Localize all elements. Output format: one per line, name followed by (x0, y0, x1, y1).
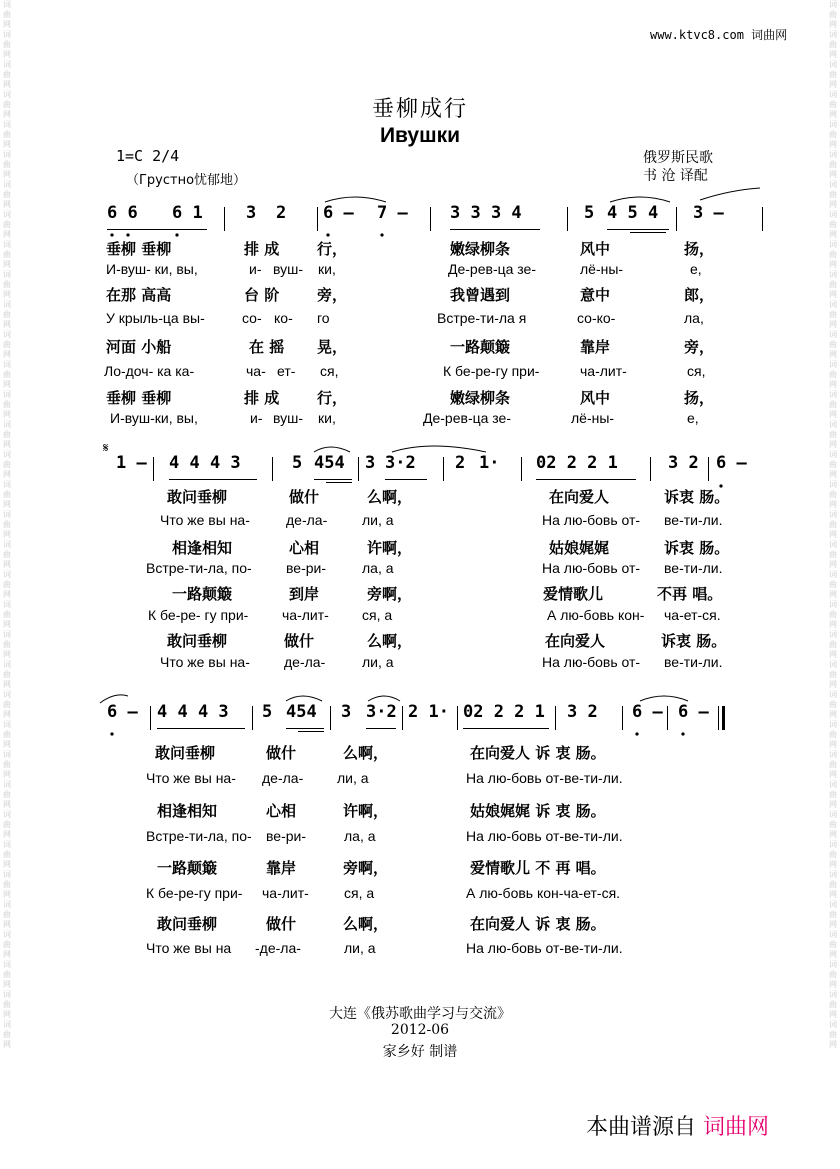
slur-arc (368, 696, 400, 701)
lyric-segment: 心相 (266, 802, 297, 820)
footer-maker: 家乡好 制谱 (382, 1044, 458, 1060)
lyric-line-zh (0, 583, 840, 601)
lyric-segment: лё-ны- (571, 410, 615, 426)
repeat-mark: 𝄋 (103, 441, 109, 456)
lyric-segment: -де-ла- (255, 940, 301, 956)
lyric-segment: 做什 (266, 744, 297, 762)
note-underline (385, 479, 427, 480)
lyric-segment: де-ла- (284, 654, 326, 670)
lyric-segment: К бе-ре-гу при- (443, 363, 540, 379)
lyric-segment: ся, а (362, 607, 393, 623)
lyric-line-ru (0, 512, 840, 530)
score-system-3 (0, 702, 840, 732)
lyric-segment: ет- (277, 363, 296, 379)
lyric-segment: 在那 高高 (106, 286, 172, 304)
lyric-segment: 做什 (289, 488, 320, 506)
lyric-line-zh (0, 238, 840, 256)
tie-arc (640, 696, 688, 701)
note-group: 2 (455, 453, 466, 473)
lyric-segment: го (317, 310, 330, 326)
bar-line (521, 457, 522, 481)
lyric-line-zh (0, 913, 840, 931)
lyric-segment: е, (690, 261, 702, 277)
lyric-segment: 靠岸 (580, 338, 611, 356)
lyric-segment: 行， (317, 240, 348, 258)
slur-arc (314, 447, 350, 452)
note-group: 3 2 (567, 702, 598, 722)
lyric-segment: 在 摇 (249, 338, 285, 356)
octave-dot (110, 732, 113, 735)
note-underline (314, 479, 352, 480)
lyric-segment: 一路颠簸 (172, 585, 233, 603)
lyric-segment: 旁， (317, 286, 348, 304)
lyric-segment: 台 阶 (244, 286, 280, 304)
octave-dot (326, 233, 329, 236)
lyric-segment: ся, а (344, 885, 375, 901)
lyric-segment: вуш- (273, 410, 304, 426)
lyric-segment: 嫩绿柳条 (450, 240, 511, 258)
lyric-segment: Ло-доч- ка ка- (104, 363, 195, 379)
lyric-segment: 风中 (580, 389, 611, 407)
lyric-segment: ли, а (362, 512, 394, 528)
lyric-line-ru (0, 770, 840, 788)
lyric-segment: 意中 (580, 286, 611, 304)
lyric-segment: 心相 (289, 539, 320, 557)
tempo-mood: （Грустно忧郁地） (126, 173, 247, 188)
note-underline (607, 229, 669, 230)
lyric-segment: 嫩绿柳条 (450, 389, 511, 407)
lyric-segment: 做什 (266, 915, 297, 933)
lyric-segment: Встре-ти-ла я (437, 310, 527, 326)
lyric-line-ru (0, 607, 840, 625)
lyric-segment: 么啊， (343, 744, 389, 762)
note-group: 4 4 4 3 (157, 702, 229, 722)
octave-dot (681, 732, 684, 735)
lyric-segment: ве-ти-ли. (664, 560, 723, 576)
lyric-segment: ли, а (344, 940, 376, 956)
lyric-segment: К бе-ре- гу при- (148, 607, 249, 623)
note-group: 5 (292, 453, 303, 473)
song-subtitle: Ивушки (379, 124, 461, 147)
note-group: 454 (286, 702, 317, 722)
note-group: 4 5 4 (607, 203, 659, 223)
lyric-segment: 许啊， (367, 539, 413, 557)
lyric-segment: На лю-бовь от- (542, 512, 641, 528)
lyric-segment: ве-ри- (266, 828, 306, 844)
lyric-segment: ки, (318, 261, 336, 277)
lyric-segment: и- (250, 410, 263, 426)
lyric-line-zh (0, 800, 840, 818)
lyric-segment: 在向爱人 诉 衷 肠。 (470, 915, 606, 933)
lyric-line-ru (0, 363, 840, 381)
note-group: 6 — (678, 702, 709, 722)
footer-date: 2012-06 (390, 1022, 450, 1038)
lyric-segment: Что же вы на- (160, 654, 250, 670)
lyric-segment: ла, а (344, 828, 376, 844)
lyric-segment: 敢问垂柳 (167, 632, 228, 650)
lyric-segment: 垂柳 垂柳 (106, 240, 172, 258)
song-title: 垂柳成行 (371, 97, 468, 122)
note-group: 3·2 (385, 453, 416, 473)
lyric-segment: лё-ны- (580, 261, 624, 277)
lyric-segment: На лю-бовь от-ве-ти-ли. (466, 940, 623, 956)
lyric-segment: ве-ти-ли. (664, 512, 723, 528)
lyric-segment: 姑娘娓娓 诉 衷 肠。 (470, 802, 606, 820)
lyric-segment: 爱情歌儿 (543, 585, 604, 603)
lyric-segment: ве-ти-ли. (664, 654, 723, 670)
lyric-segment: 行， (317, 389, 348, 407)
lyric-segment: 诉衷 肠。 (664, 539, 730, 557)
lyric-segment: 在向爱人 诉 衷 肠。 (470, 744, 606, 762)
lyric-line-zh (0, 387, 840, 405)
note-group: 02 2 2 1 (536, 453, 618, 473)
lyric-segment: 诉衷 肠。 (661, 632, 727, 650)
lyric-segment: де-ла- (262, 770, 304, 786)
lyric-segment: ча- (246, 363, 266, 379)
lyric-segment: ча-лит- (262, 885, 309, 901)
slur-arc (286, 696, 322, 701)
credit-origin: 俄罗斯民歌 (643, 150, 713, 166)
note-group: 6 — (107, 702, 138, 722)
lyric-segment: и- (249, 261, 262, 277)
lyric-line-zh (0, 630, 840, 648)
lyric-segment: И-вуш-ки, вы, (110, 410, 198, 426)
note-group: 3 (365, 453, 376, 473)
note-group: 1· (479, 453, 500, 473)
lyric-segment: К бе-ре-гу при- (146, 885, 243, 901)
footer-source: 大连《俄苏歌曲学习与交流》 (329, 1006, 511, 1022)
lyric-segment: 旁啊， (367, 585, 413, 603)
lyric-segment: ве-ри- (286, 560, 326, 576)
bar-line (272, 457, 273, 481)
bar-line (153, 457, 154, 481)
slur-arc (700, 188, 760, 200)
note-underline (107, 229, 207, 230)
note-underline (536, 479, 636, 480)
lyric-segment: 排 成 (244, 389, 280, 407)
lyric-segment: На лю-бовь от-ве-ти-ли. (466, 828, 623, 844)
bar-line (457, 706, 458, 730)
bar-line (708, 457, 709, 481)
bar-line (622, 706, 623, 730)
lyric-segment: А лю-бовь кон- (547, 607, 645, 623)
note-underline (157, 728, 245, 729)
lyric-segment: 做什 (284, 632, 315, 650)
note-underline (450, 229, 540, 230)
lyric-segment: 么啊， (367, 632, 413, 650)
note-underline (326, 482, 352, 483)
lyric-segment: Что же вы на- (160, 512, 250, 528)
lyric-segment: 扬， (684, 240, 715, 258)
lyric-segment: е, (687, 410, 699, 426)
note-group: 6 — (716, 453, 747, 473)
octave-dot (635, 732, 638, 735)
lyric-line-zh (0, 742, 840, 760)
lyric-segment: Де-рев-ца зе- (448, 261, 537, 277)
note-underline (298, 731, 324, 732)
lyric-segment: ся, (320, 363, 339, 379)
note-group: 5 (262, 702, 273, 722)
lyric-segment: 风中 (580, 240, 611, 258)
lyric-segment: 到岸 (289, 585, 320, 603)
note-group: 3 — (693, 203, 724, 223)
bar-line (443, 457, 444, 481)
bar-line (430, 207, 431, 231)
lyric-segment: 旁啊， (343, 859, 389, 877)
lyric-segment: 垂柳 垂柳 (106, 389, 172, 407)
lyric-line-ru (0, 310, 840, 328)
lyric-segment: 旁， (684, 338, 715, 356)
lyric-segment: Встре-ти-ла, по- (146, 828, 252, 844)
lyric-segment: 敢问垂柳 (157, 915, 218, 933)
lyric-segment: 排 成 (244, 240, 280, 258)
final-bar-line (722, 706, 725, 730)
credit-translator: 书 沧 译配 (643, 168, 708, 184)
note-group: 02 2 2 1 (463, 702, 545, 722)
lyric-segment: ся, (687, 363, 706, 379)
note-group: 3 (246, 203, 257, 223)
lyric-segment: Встре-ти-ла, по- (146, 560, 252, 576)
octave-dot (110, 233, 113, 236)
bar-line (667, 706, 668, 730)
lyric-line-ru (0, 885, 840, 903)
lyric-segment: ли, а (337, 770, 369, 786)
note-underline (366, 728, 396, 729)
lyric-line-ru (0, 654, 840, 672)
lyric-segment: ки, (318, 410, 336, 426)
bar-line (650, 457, 651, 481)
lyric-segment: со-ко- (577, 310, 616, 326)
note-group: 2 1· (408, 702, 449, 722)
lyric-line-zh (0, 284, 840, 302)
note-group: 6 1 (172, 203, 203, 223)
note-group: 6 6 (107, 203, 138, 223)
source-label: 本曲谱源自 (586, 1115, 697, 1140)
tie-arc (325, 197, 386, 202)
slur-arc (610, 197, 670, 202)
lyric-segment: ла, (684, 310, 704, 326)
lyric-segment: 晃， (317, 338, 348, 356)
bar-line (252, 706, 253, 730)
note-group: 3·2 (366, 702, 397, 722)
note-group: 3 3 3 4 (450, 203, 522, 223)
lyric-line-zh (0, 336, 840, 354)
lyric-segment: 郎， (684, 286, 715, 304)
lyric-segment: 扬， (684, 389, 715, 407)
lyric-segment: вуш- (273, 261, 304, 277)
lyric-segment: 敢问垂柳 (155, 744, 216, 762)
octave-dot (126, 233, 129, 236)
lyric-segment: 我曾遇到 (450, 286, 511, 304)
note-group: 2 (276, 203, 287, 223)
lyric-segment: И-вуш- ки, вы, (106, 261, 198, 277)
lyric-segment: 在向爱人 (549, 488, 610, 506)
lyric-line-zh (0, 857, 840, 875)
lyric-segment: ча-ет-ся. (664, 607, 721, 623)
lyric-segment: 河面 小船 (106, 338, 172, 356)
note-group: 7 — (377, 203, 408, 223)
lyric-line-zh (0, 537, 840, 555)
bar-line (224, 207, 225, 231)
lyric-segment: 一路颠簸 (157, 859, 218, 877)
lyric-segment: 靠岸 (266, 859, 297, 877)
lyric-segment: У крыль-ца вы- (106, 310, 205, 326)
note-group: 3 2 (668, 453, 699, 473)
bar-line (555, 706, 556, 730)
note-underline (169, 479, 257, 480)
note-group: 6 — (632, 702, 663, 722)
lyric-segment: 不再 唱。 (657, 585, 723, 603)
lyric-segment: 爱情歌儿 不 再 唱。 (470, 859, 606, 877)
bar-line (762, 207, 763, 231)
lyric-line-ru (0, 828, 840, 846)
source-credit[interactable] (586, 1110, 769, 1141)
lyric-segment: 敢问垂柳 (167, 488, 228, 506)
lyric-segment: На лю-бовь от- (542, 654, 641, 670)
note-group: 4 4 4 3 (169, 453, 241, 473)
lyric-segment: 相逢相知 (172, 539, 233, 557)
bar-line (317, 207, 318, 231)
lyric-segment: 一路颠簸 (450, 338, 511, 356)
lyric-line-zh (0, 486, 840, 504)
lyric-segment: со- (242, 310, 262, 326)
lyric-segment: На лю-бовь от- (542, 560, 641, 576)
lyric-segment: А лю-бовь кон-ча-ет-ся. (466, 885, 621, 901)
lyric-line-ru (0, 940, 840, 958)
lyric-segment: ча-лит- (580, 363, 627, 379)
lyric-segment: ко- (274, 310, 293, 326)
note-group: 3 (341, 702, 352, 722)
slur-arc (392, 446, 486, 452)
bar-line (150, 706, 151, 730)
note-group: 6 — (323, 203, 354, 223)
edge-watermark-left: 词曲网 词曲网 词曲网 词曲网 词曲网 词曲网 词曲网 词曲网 词曲网 词曲网 词曲网 词曲网 词曲网 词曲网 词曲网 词曲网 词曲网 词曲网 词曲网 词曲网 词曲网 词曲网 词曲网 词曲网 词曲网 词曲网 词曲网 词曲网 词曲网 词曲网 词曲网 词曲网 词曲网 词曲网 词曲网 (3, 0, 14, 1049)
note-group: 5 (584, 203, 595, 223)
bar-line (402, 706, 403, 730)
lyric-segment: Де-рев-ца зе- (423, 410, 512, 426)
bar-line (718, 706, 719, 730)
lyric-segment: На лю-бовь от-ве-ти-ли. (466, 770, 623, 786)
lyric-segment: Что же вы на- (146, 770, 236, 786)
site-header[interactable]: www.ktvc8.com 词曲网 (650, 28, 788, 42)
octave-dot (175, 233, 178, 236)
note-underline (286, 728, 324, 729)
lyric-segment: де-ла- (286, 512, 328, 528)
bar-line (567, 207, 568, 231)
octave-dot (380, 233, 383, 236)
note-group: 454 (314, 453, 345, 473)
lyric-line-ru (0, 410, 840, 428)
key-signature: 1=C 2/4 (116, 147, 180, 165)
lyric-line-ru (0, 261, 840, 279)
note-group: 1 — (116, 453, 147, 473)
bar-line (358, 457, 359, 481)
lyric-line-ru (0, 560, 840, 578)
lyric-segment: 么啊， (367, 488, 413, 506)
lyric-segment: Что же вы на (146, 940, 232, 956)
lyric-segment: ли, а (362, 654, 394, 670)
note-underline (630, 232, 666, 233)
lyric-segment: 在向爱人 (545, 632, 606, 650)
edge-watermark-right: 词曲网 词曲网 词曲网 词曲网 词曲网 词曲网 词曲网 词曲网 词曲网 词曲网 词曲网 词曲网 词曲网 词曲网 词曲网 词曲网 词曲网 词曲网 词曲网 词曲网 词曲网 词曲网 词曲网 词曲网 词曲网 词曲网 词曲网 词曲网 词曲网 词曲网 词曲网 词曲网 词曲网 词曲网 词曲网 (829, 0, 840, 1049)
lyric-segment: 相逢相知 (157, 802, 218, 820)
lyric-segment: ла, а (362, 560, 394, 576)
lyric-segment: 姑娘娓娓 (549, 539, 610, 557)
lyric-segment: 么啊， (343, 915, 389, 933)
bar-line (330, 706, 331, 730)
source-brand-link[interactable]: 词曲网 (703, 1115, 770, 1140)
lyric-segment: 许啊， (343, 802, 389, 820)
bar-line (676, 207, 677, 231)
lyric-segment: 诉衷 肠。 (664, 488, 730, 506)
lyric-segment: ча-лит- (282, 607, 329, 623)
note-underline (463, 728, 549, 729)
